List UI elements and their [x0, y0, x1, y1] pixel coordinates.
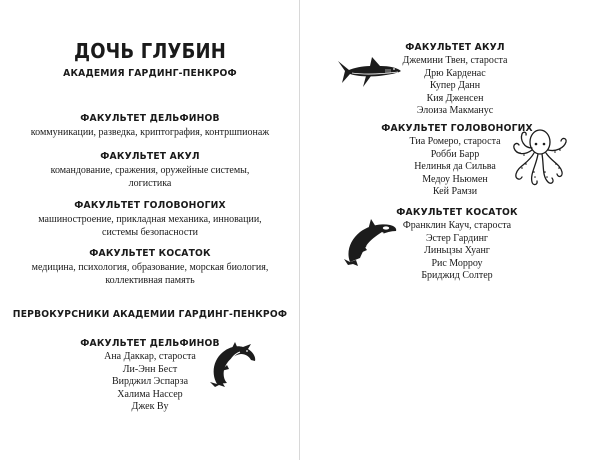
faculty-description-orcas	[0, 261, 300, 287]
student-name: Медоу Ньюмен	[422, 173, 488, 185]
student-name: Линьцзы Хуанг	[424, 245, 490, 256]
book-title: ДОЧЬ ГЛУБИН	[73, 39, 226, 63]
description-line: коммуникации, разведка, криптография, контршпионаж	[30, 127, 270, 138]
roster-heading-orcas-label: ФАКУЛЬТЕТ КОСАТОК	[396, 207, 518, 218]
student-name: Кей Рамзи	[432, 186, 478, 197]
description-line: машиностроение, прикладная механика, инновации,	[38, 214, 262, 225]
shark-icon	[336, 55, 402, 91]
student-name: Джек Ву	[131, 401, 169, 412]
description-line: медицина, психология, образование, морская биология,	[31, 262, 269, 273]
roster-heading-sharks-label: ФАКУЛЬТЕТ АКУЛ	[405, 42, 505, 53]
student-name: Элоиза Макманус	[416, 105, 494, 116]
orca-icon	[344, 218, 398, 266]
faculty-description-sharks	[0, 164, 300, 190]
faculty-heading-sharks: ФАКУЛЬТЕТ АКУЛ	[100, 151, 200, 162]
faculty-description-dolphins	[0, 126, 300, 139]
roster-heading-cephalopods-label: ФАКУЛЬТЕТ ГОЛОВОНОГИХ	[381, 123, 533, 134]
description-line: коллективная память	[105, 275, 195, 286]
roster-heading-dolphins: ФАКУЛЬТЕТ ДЕЛЬФИНОВ	[80, 338, 220, 349]
student-name: Джемини Твен, староста	[402, 55, 508, 66]
student-name: Бриджид Солтер	[421, 270, 493, 281]
student-name: Тиа Ромеро, староста	[409, 136, 501, 147]
student-name: Кия Дженсен	[426, 92, 484, 104]
faculty-heading-dolphins: ФАКУЛЬТЕТ ДЕЛЬФИНОВ	[80, 113, 220, 124]
octopus-icon	[510, 126, 570, 188]
student-name: Дрю Карденас	[424, 67, 486, 79]
description-line: командование, сражения, оружейные системы,	[50, 165, 250, 176]
student-name: Купер Данн	[429, 80, 481, 91]
description-line: системы безопасности	[102, 227, 198, 238]
freshmen-heading: ПЕРВОКУРСНИКИ АКАДЕМИИ ГАРДИНГ-ПЕНКРОФ	[12, 309, 288, 320]
right-page	[300, 0, 600, 460]
student-name: Ли-Энн Бест	[122, 363, 178, 375]
student-name: Робби Барр	[430, 148, 480, 160]
description-line: логистика	[128, 178, 172, 189]
faculty-description-cephalopods	[0, 213, 300, 239]
student-name: Эстер Гардинг	[425, 232, 489, 244]
student-name: Рис Морроу	[431, 257, 483, 269]
student-name: Ана Даккар, староста	[104, 351, 196, 362]
faculty-heading-cephalopods: ФАКУЛЬТЕТ ГОЛОВОНОГИХ	[74, 200, 226, 211]
student-name: Нелинья да Сильва	[414, 161, 496, 172]
faculty-heading-orcas: ФАКУЛЬТЕТ КОСАТОК	[89, 248, 211, 259]
book-subtitle: АКАДЕМИЯ ГАРДИНГ-ПЕНКРОФ	[63, 68, 237, 79]
student-name: Франклин Кауч, староста	[402, 220, 512, 231]
student-name: Халима Нассер	[117, 388, 183, 400]
dolphin-icon	[207, 338, 259, 388]
student-name: Вирджил Эспарза	[111, 376, 189, 387]
